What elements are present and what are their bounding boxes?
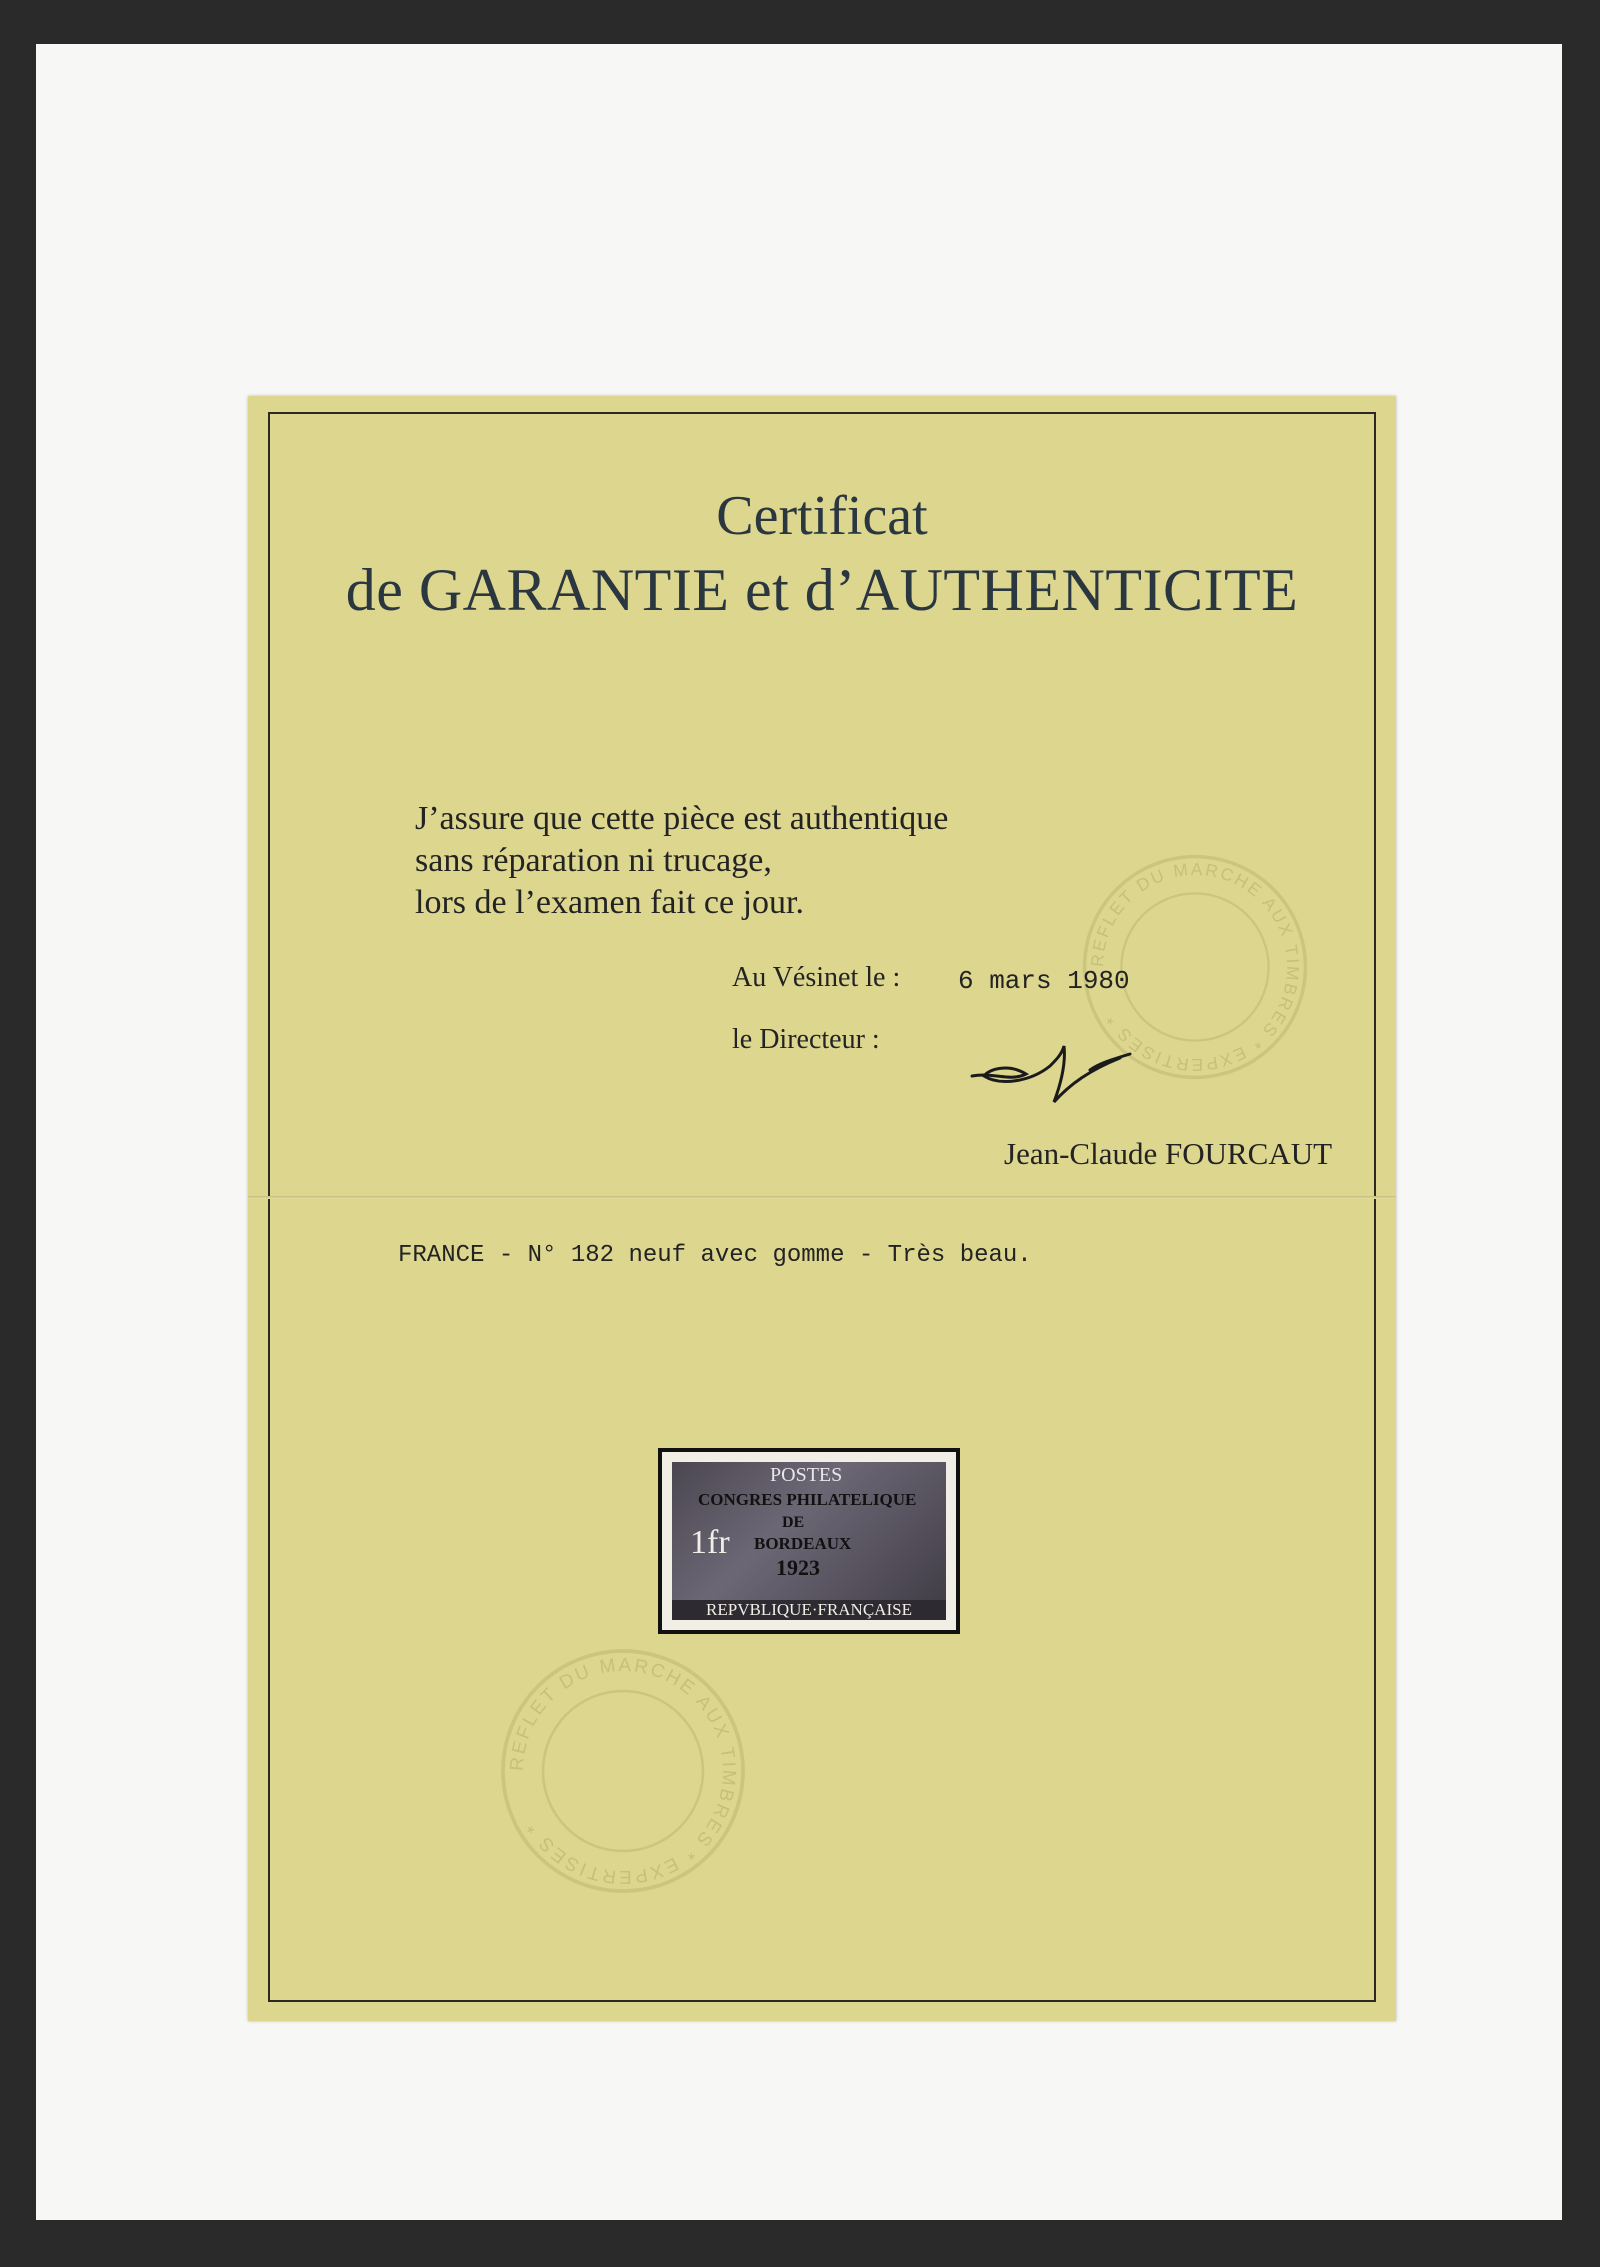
stamp-value: 1fr <box>690 1524 730 1561</box>
stamp-overprint: 1923 <box>776 1555 820 1580</box>
stamp-overprint: BORDEAUX <box>754 1534 852 1553</box>
fold-line <box>248 1196 1396 1199</box>
stamp-country: REPVBLIQUE·FRANÇAISE <box>672 1600 946 1620</box>
certificate-title: Certificat <box>716 485 928 547</box>
statement-line: sans réparation ni trucage, <box>415 842 772 879</box>
statement-line: lors de l’examen fait ce jour. <box>415 884 804 921</box>
album-page <box>36 44 1562 2220</box>
stamp-design <box>672 1462 946 1620</box>
postage-stamp-image <box>658 1448 960 1634</box>
certificate-date: 6 mars 1980 <box>958 966 1130 996</box>
stamp-poste-text: POSTES <box>770 1464 843 1486</box>
certificate-border <box>268 412 1376 2002</box>
authenticity-statement <box>415 798 948 924</box>
embossed-seal-icon <box>498 1646 748 1896</box>
director-signature <box>970 1024 1140 1114</box>
stamp-overprint: CONGRES PHILATELIQUE <box>698 1490 917 1509</box>
place-label: Au Vésinet le : <box>732 962 901 993</box>
director-name: Jean-Claude FOURCAUT <box>1004 1136 1333 1171</box>
svg-text:REFLET DU MARCHE AUX TIMBRES *: REFLET DU MARCHE AUX TIMBRES * EXPERTISES * <box>1086 858 1304 1076</box>
certificate-subtitle: de GARANTIE et d’AUTHENTICITE <box>345 557 1299 623</box>
svg-text:REFLET DU MARCHE AUX TIMBRES *: REFLET DU MARCHE AUX TIMBRES * EXPERTISES * <box>505 1653 741 1889</box>
statement-line: J’assure que cette pièce est authentique <box>415 800 949 837</box>
certificate <box>248 396 1396 2021</box>
stamp-overprint: DE <box>782 1514 805 1531</box>
director-label: le Directeur : <box>732 1024 880 1055</box>
stamp-description: FRANCE - N° 182 neuf avec gomme - Très beau. <box>398 1242 1032 1269</box>
